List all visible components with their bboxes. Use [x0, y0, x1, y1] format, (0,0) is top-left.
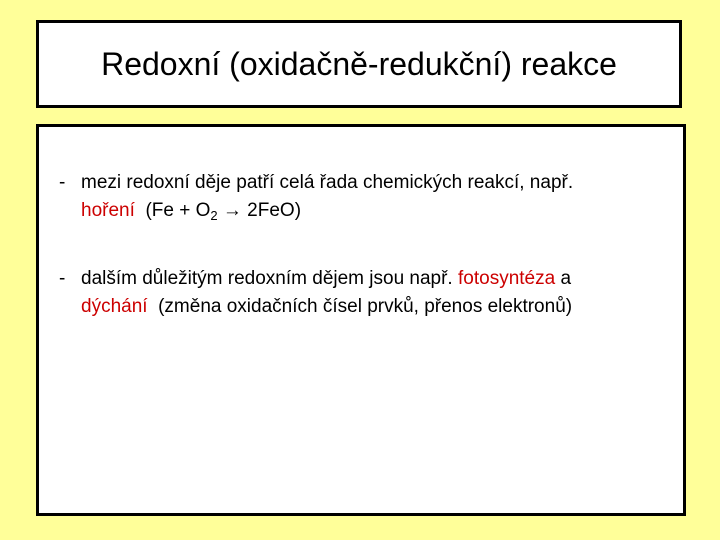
bullet-text-1: [81, 169, 673, 225]
equation-start: (Fe + O: [145, 200, 211, 221]
content-box: [36, 124, 686, 516]
bullet-line: mezi redoxní děje patří celá řada chemických reakcí, např.: [81, 172, 574, 193]
arrow-icon: →: [222, 200, 242, 221]
bullet-text-end: (změna oxidačních čísel prvků, přenos elektronů): [158, 296, 573, 317]
bullet-text-mid: a: [560, 268, 572, 289]
bullet-text-start: dalším důležitým redoxním dějem jsou např.: [81, 268, 453, 289]
bullet-dash: -: [59, 268, 66, 289]
bullet-dash: -: [59, 172, 66, 193]
keyword-dychani: dýchání: [81, 296, 148, 317]
title-box: [36, 20, 682, 108]
equation-subscript: 2: [210, 208, 218, 223]
bullet-text-2: [81, 265, 673, 321]
keyword-horeni: hoření: [81, 200, 135, 221]
keyword-fotosynteza: fotosyntéza: [458, 268, 556, 289]
slide-title: Redoxní (oxidačně-redukční) reakce: [101, 45, 617, 82]
equation-end: 2FeO): [247, 200, 302, 221]
